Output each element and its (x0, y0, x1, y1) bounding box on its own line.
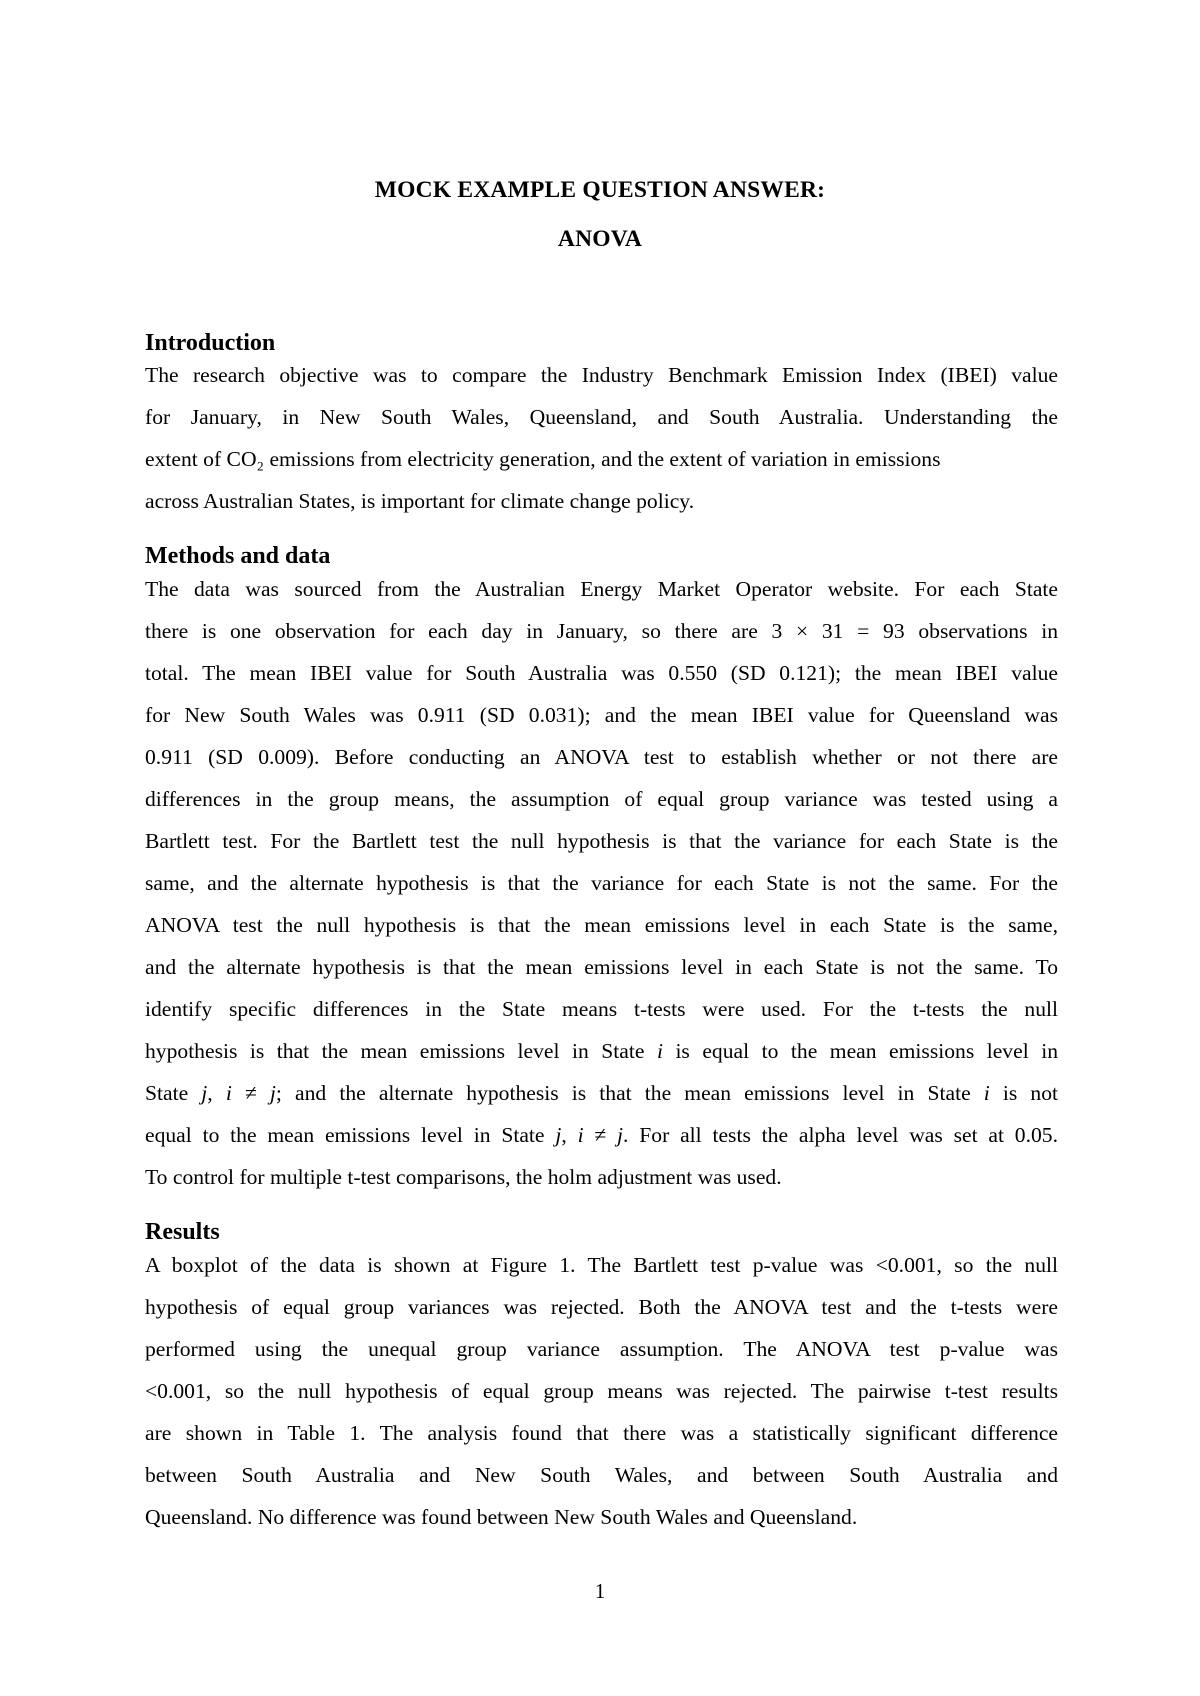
introduction-heading: Introduction (145, 330, 276, 356)
results-line-7: Queensland. No difference was found between New South Wales and Queensland. (145, 1505, 858, 1529)
methods-line-13: State j, i ≠ j; and the alternate hypothesis is that the mean emissions level in State i is not (145, 1081, 1059, 1105)
methods-line-1: The data was sourced from the Australian Energy Market Operator website. For each State (145, 577, 1058, 601)
methods-line-11: identify specific differences in the State means t-tests were used. For the t-tests the null (145, 997, 1058, 1021)
results-line-3: performed using the unequal group variance assumption. The ANOVA test p-value was (145, 1337, 1058, 1361)
methods-line-15: To control for multiple t-test comparisons, the holm adjustment was used. (145, 1165, 782, 1189)
methods-line-14: equal to the mean emissions level in State j, i ≠ j. For all tests the alpha level was set at 0.05. (145, 1123, 1058, 1147)
intro-line-2: for January, in New South Wales, Queensland, and South Australia. Understanding the (145, 405, 1058, 429)
results-line-6: between South Australia and New South Wales, and between South Australia and (145, 1463, 1058, 1487)
page-number: 1 (594, 1579, 606, 1603)
results-heading: Results (145, 1219, 220, 1245)
methods-heading: Methods and data (145, 543, 331, 569)
intro-line-4: across Australian States, is important for climate change policy. (145, 489, 695, 513)
methods-line-4: for New South Wales was 0.911 (SD 0.031); and the mean IBEI value for Queensland was (145, 703, 1058, 727)
results-line-5: are shown in Table 1. The analysis found that there was a statistically significant difference (145, 1421, 1058, 1445)
methods-line-12: hypothesis is that the mean emissions level in State i is equal to the mean emissions level in (145, 1039, 1058, 1063)
methods-line-6: differences in the group means, the assumption of equal group variance was tested using a (145, 787, 1058, 811)
methods-line-9: ANOVA test the null hypothesis is that the mean emissions level in each State is the same, (145, 913, 1058, 937)
methods-line-8: same, and the alternate hypothesis is that the variance for each State is not the same. For the (145, 871, 1058, 895)
methods-line-7: Bartlett test. For the Bartlett test the null hypothesis is that the variance for each State is the (145, 829, 1058, 853)
methods-line-5: 0.911 (SD 0.009). Before conducting an ANOVA test to establish whether or not there are (145, 745, 1058, 769)
methods-line-10: and the alternate hypothesis is that the mean emissions level in each State is not the same. To (145, 955, 1058, 979)
methods-line-3: total. The mean IBEI value for South Australia was 0.550 (SD 0.121); the mean IBEI value (145, 661, 1058, 685)
title-line-2: ANOVA (557, 226, 643, 252)
title-line-1: MOCK EXAMPLE QUESTION ANSWER: (374, 177, 826, 203)
intro-line-1: The research objective was to compare the Industry Benchmark Emission Index (IBEI) value (145, 363, 1058, 387)
methods-line-2: there is one observation for each day in January, so there are 3 × 31 = 93 observations in (145, 619, 1058, 643)
results-line-2: hypothesis of equal group variances was rejected. Both the ANOVA test and the t-tests were (145, 1295, 1058, 1319)
intro-line-3: extent of CO₂ emissions from electricity generation, and the extent of variation in emissions (145, 447, 941, 471)
results-line-4: <0.001, so the null hypothesis of equal group means was rejected. The pairwise t-test results (145, 1379, 1058, 1403)
results-line-1: A boxplot of the data is shown at Figure 1. The Bartlett test p-value was <0.001, so the null (145, 1253, 1058, 1277)
